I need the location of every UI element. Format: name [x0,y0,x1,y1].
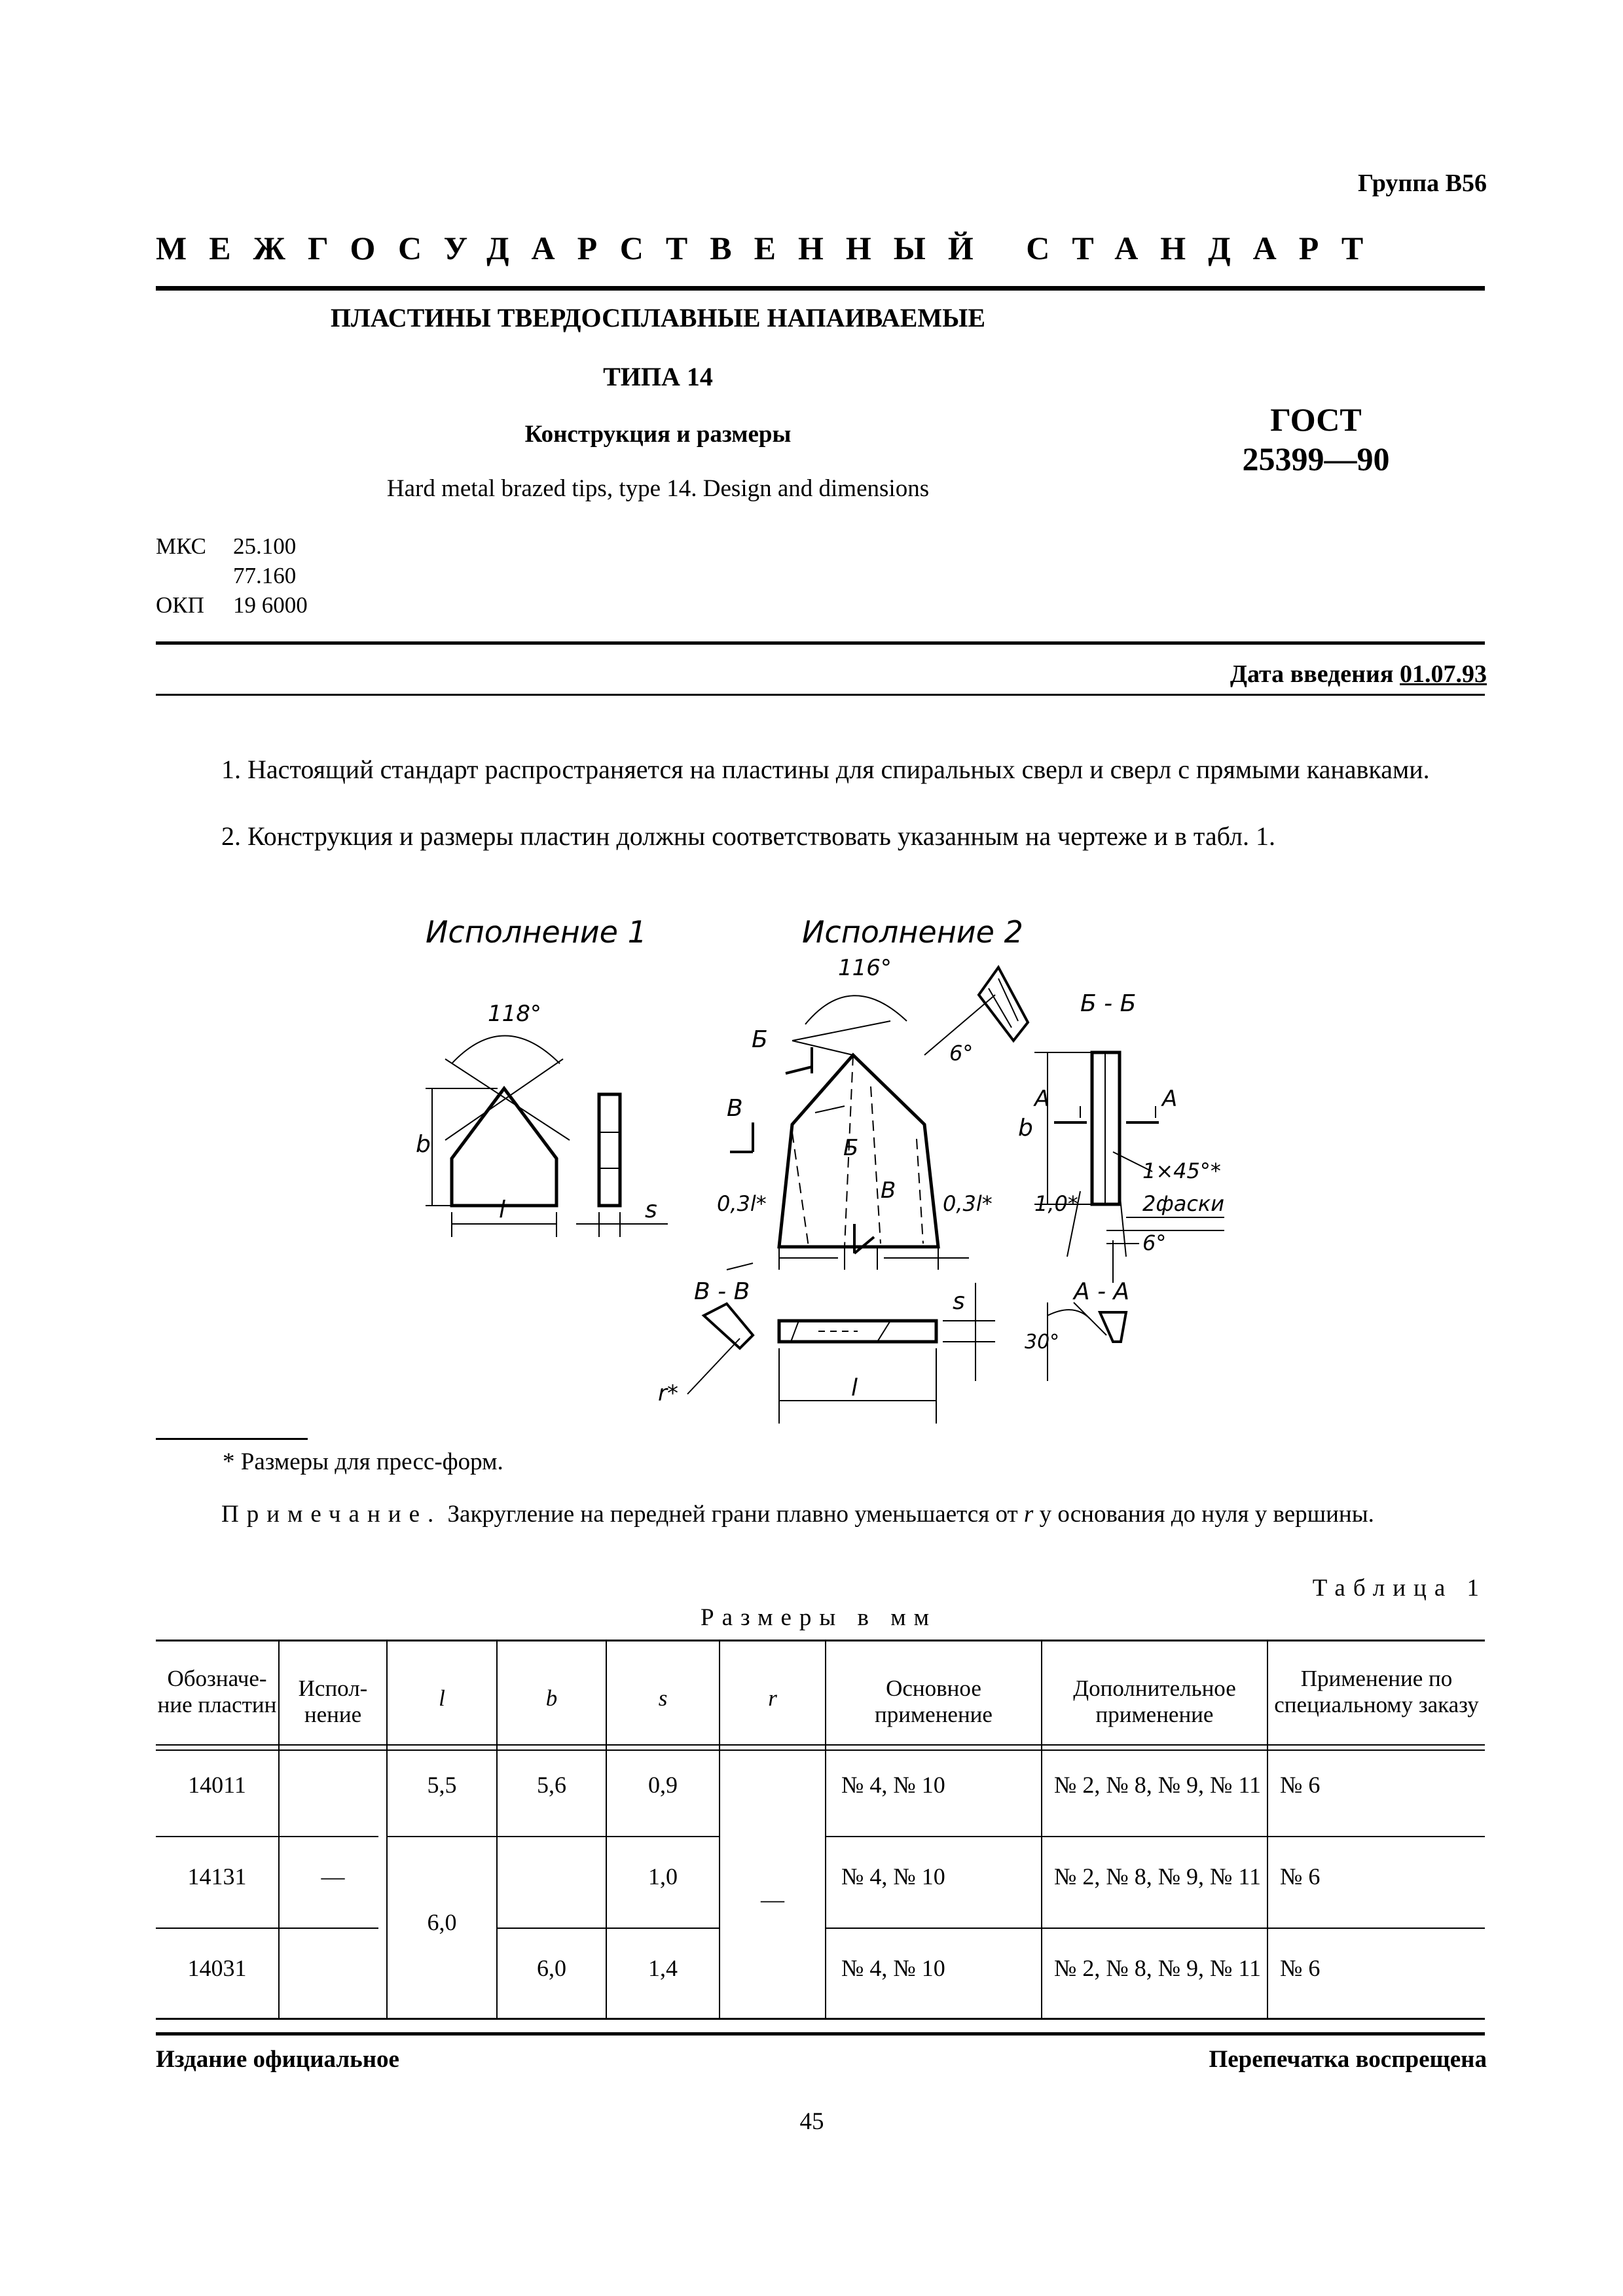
group-label: Группа В56 [1357,170,1487,197]
okp-label: ОКП [156,592,204,618]
angle-30-label: 30° [1025,1331,1060,1354]
dim-l-variant1: l [499,1196,506,1223]
angle-116-label: 116° [838,955,892,981]
table-row-3-extra: № 2, № 8, № 9, № 11 [1054,1955,1262,1981]
angle-6-lower-label: 6° [1142,1230,1167,1255]
table-row-1-s: 0,9 [648,1772,678,1798]
table-row-1-special: № 6 [1280,1772,1321,1798]
gost-label: ГОСТ [1270,401,1362,438]
section-vv-label: В - В [694,1278,750,1305]
table-row-1-b: 5,6 [537,1772,566,1798]
table-row-1-l: 5,5 [427,1772,457,1798]
header-extra-use: Дополнительное применение [1073,1676,1236,1727]
english-title: Hard metal brazed tips, type 14. Design and dimensions [386,475,930,502]
dim-s-variant1: s [645,1196,657,1223]
paragraph-2: 2. Конструкция и размеры пластин должны соответствовать указанным на чертеже и в табл. 1. [221,821,1275,851]
dim-03l-left: 0,3l* [717,1191,767,1216]
mks-code-1: 25.100 [233,533,297,559]
section-mark-v: В [727,1095,743,1122]
footer-reprint-prohibited: Перепечатка воспрещена [1209,2046,1487,2073]
note-text-after: у основания до нуля у вершины. [1033,1501,1374,1528]
title-line-2: ТИПА 14 [603,362,713,391]
dim-b-variant1: b [416,1131,431,1158]
mks-code-2: 77.160 [233,563,297,588]
dim-03l-right: 0,3l* [943,1191,993,1216]
effective-date-label: Дата введения [1230,660,1394,688]
section-mark-b: Б [752,1026,768,1053]
header-variant: Испол-нение [298,1676,368,1727]
footer-rule [156,2032,1485,2036]
table-row-2-main: № 4, № 10 [841,1863,945,1890]
section-mark-v-inner: В [881,1177,896,1204]
note-text-before: Закругление на передней грани плавно уменьшается от [441,1501,1024,1528]
okp-code: 19 6000 [233,592,308,618]
table-merged-r: — [761,1886,784,1912]
header-designation: Обозначе-ние пластин [157,1666,277,1717]
page-number: 45 [799,2108,824,2135]
section-mark-a-left: А [1034,1086,1050,1112]
table-caption: Таблица 1 [1312,1575,1487,1602]
variant1-plate-outline [452,1088,556,1206]
note-label: Примечание. [221,1501,442,1528]
header-s: s [658,1685,668,1711]
table-merged-l: 6,0 [427,1909,457,1935]
header-b: b [545,1685,558,1711]
interstate-standard-heading: МЕЖГОСУДАРСТВЕННЫЙ СТАНДАРТ [156,230,1386,266]
paragraph-1: 1. Настоящий стандарт распространяется на пластины для спиральных сверл и сверл с прямыми канавками. [221,755,1430,784]
note-r-symbol: r [1023,1501,1034,1528]
variant2-hatched-section [979,967,1028,1041]
dim-1-0-label: 1,0* [1034,1191,1078,1216]
table-row-1-extra: № 2, № 8, № 9, № 11 [1054,1772,1262,1798]
chamfer-count-label: 2фаски [1142,1191,1225,1216]
table-row-3-b: 6,0 [537,1955,566,1981]
section-aa-label: А - А [1074,1278,1130,1305]
table-row-3-s: 1,4 [648,1955,678,1981]
table-row-3-code: 14031 [187,1955,247,1981]
section-mark-b-inner: Б [843,1135,859,1161]
footer-official-edition: Издание официальное [156,2046,399,2073]
table-merged-variant: — [321,1863,345,1890]
dim-s-bottom: s [953,1288,965,1315]
section-aa-profile [1100,1312,1126,1342]
header-main-use: Основное применение [875,1676,993,1727]
section-vv-profile [704,1304,753,1348]
table-row-2-code: 14131 [187,1863,247,1890]
angle-6-label: 6° [949,1041,974,1066]
radius-label: r* [658,1380,678,1407]
variant2-plate-outline [779,1055,938,1247]
table-row-1-main: № 4, № 10 [841,1772,945,1798]
footnote: * Размеры для пресс-форм. [223,1448,503,1475]
gost-number: 25399—90 [1242,440,1390,477]
variant2-caption: Исполнение 2 [802,914,1023,950]
table-row-2-special: № 6 [1280,1863,1321,1890]
table-row-3-main: № 4, № 10 [841,1955,945,1981]
table-row-1-code: 14011 [188,1772,246,1798]
footnote-rule [156,1438,308,1440]
chamfer-label: 1×45°* [1142,1158,1221,1183]
effective-date-value: 01.07.93 [1400,660,1487,688]
dim-b-variant2: b [1018,1115,1033,1141]
variant1-caption: Исполнение 1 [426,914,647,950]
variant1-side-view [599,1094,620,1206]
table-row-3-special: № 6 [1280,1955,1321,1981]
section-mark-a-right: А [1162,1086,1178,1112]
dim-l-bottom: l [851,1374,858,1401]
angle-118-label: 118° [488,1001,541,1027]
header-special-order: Применение по специальному заказу [1274,1666,1479,1717]
title-line-1: ПЛАСТИНЫ ТВЕРДОСПЛАВНЫЕ НАПАИВАЕМЫЕ [330,303,986,332]
section-bb-label: Б - Б [1080,990,1137,1017]
header-l: l [439,1685,445,1711]
table-row-2-s: 1,0 [648,1863,678,1890]
header-r: r [768,1685,777,1711]
note-paragraph [156,1499,1485,1530]
table-row-2-extra: № 2, № 8, № 9, № 11 [1054,1863,1262,1890]
mks-label: МКС [156,533,206,559]
table-units: Размеры в мм [701,1604,938,1631]
subtitle: Конструкция и размеры [524,421,792,448]
